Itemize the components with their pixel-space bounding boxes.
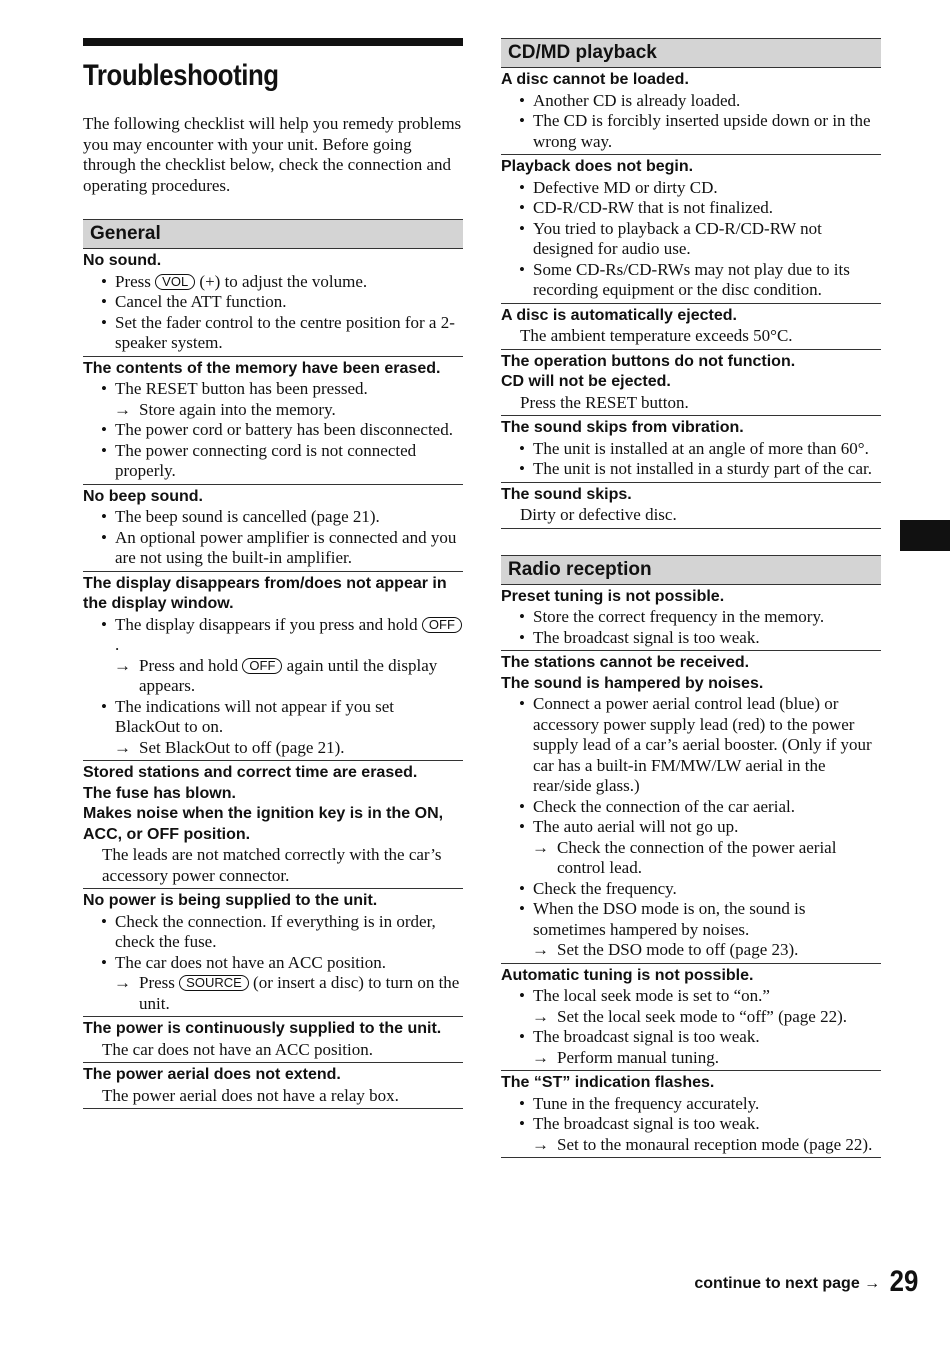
- problem-title: CD will not be ejected.: [501, 373, 671, 390]
- page-number: 29: [889, 1265, 918, 1298]
- solution-item: • The broadcast signal is too weak.: [519, 628, 881, 649]
- problem-auto-tuning: [501, 964, 881, 1072]
- solution-item: • Defective MD or dirty CD.: [519, 178, 881, 199]
- solution-item: • CD-R/CD-RW that is not finalized.: [519, 198, 881, 219]
- problem-sound-skips: [501, 483, 881, 529]
- section-heading-general: General: [83, 219, 463, 249]
- intro-paragraph: The following checklist will help you remedy problems you may encounter with your unit. Before going through the checklist below, check the connection and operating procedures.: [83, 114, 462, 195]
- solution-item: • The power cord or battery has been disconnected.: [101, 420, 463, 441]
- vol-key-label: VOL: [155, 274, 195, 290]
- problem-st-flashes: [501, 1071, 881, 1158]
- solution-item: • The broadcast signal is too weak.: [519, 1114, 881, 1135]
- solution-text: The car does not have an ACC position.: [102, 1039, 374, 1059]
- solution-item: • The indications will not appear if you set BlackOut to on.: [101, 697, 463, 738]
- problem-title: No power is being supplied to the unit.: [83, 892, 378, 909]
- problem-disc-ejected: [501, 304, 881, 350]
- problem-stations-erased: [83, 761, 463, 889]
- problem-playback: [501, 155, 881, 304]
- solution-text: The ambient temperature exceeds 50°C.: [520, 326, 793, 345]
- solution-item: • Cancel the ATT function.: [101, 292, 463, 313]
- problem-aerial: [83, 1063, 463, 1109]
- solution-item: • The unit is not installed in a sturdy part of the car.: [519, 459, 881, 480]
- solution-item: • Another CD is already loaded.: [519, 91, 881, 112]
- solution-text: Press the RESET button.: [520, 392, 689, 412]
- action-item: → Check the connection of the power aerial control lead.: [519, 838, 881, 879]
- problem-title: The sound skips from vibration.: [501, 419, 744, 436]
- problem-title: The operation buttons do not function.: [501, 352, 796, 370]
- right-column: [501, 38, 881, 1158]
- solution-item: • An optional power amplifier is connected and you are not using the built-in amplifier.: [101, 528, 463, 569]
- problem-no-beep: [83, 485, 463, 572]
- solution-item: • The car does not have an ACC position.: [101, 953, 463, 974]
- problem-title: A disc cannot be loaded.: [501, 71, 689, 88]
- solution-item: • Tune in the frequency accurately.: [519, 1094, 881, 1115]
- action-item: → Set the DSO mode to off (page 23).: [519, 940, 881, 961]
- action-item: → Press and hold OFF again until the display appears.: [101, 656, 463, 697]
- problem-skips-vibration: [501, 416, 881, 483]
- problem-title: Preset tuning is not possible.: [501, 587, 725, 605]
- solution-item: • You tried to playback a CD-R/CD-RW not designed for audio use.: [519, 219, 881, 260]
- solution-item: • The CD is forcibly inserted upside down or in the wrong way.: [519, 111, 881, 152]
- solution-text: The leads are not matched correctly with the car’s accessory power connector.: [102, 845, 442, 885]
- solution-text: Dirty or defective disc.: [520, 505, 677, 524]
- solution-item: • Check the connection of the car aerial.: [519, 797, 881, 818]
- arrow-right-icon: →: [864, 1275, 881, 1292]
- action-item: → Store again into the memory.: [101, 400, 463, 421]
- off-key-label: OFF: [242, 658, 282, 674]
- title-rule: [83, 38, 463, 46]
- problem-title: No sound.: [83, 252, 162, 269]
- problem-title: The sound is hampered by noises.: [501, 674, 764, 692]
- problem-title: The fuse has blown.: [83, 784, 236, 802]
- solution-item: • The beep sound is cancelled (page 21).: [101, 507, 463, 528]
- problem-title: A disc is automatically ejected.: [501, 306, 737, 324]
- action-item: → Set to the monaural reception mode (page 22).: [519, 1135, 881, 1156]
- problem-no-power: [83, 889, 463, 1017]
- problem-buttons: [501, 350, 881, 417]
- solution-item: • The display disappears if you press and hold OFF.: [101, 615, 463, 656]
- solution-item: • The power connecting cord is not connected properly.: [101, 441, 463, 482]
- solution-text: The power aerial does not have a relay box.: [102, 1085, 399, 1105]
- solution-item: • Set the fader control to the centre position for a 2-speaker system.: [101, 313, 463, 354]
- problem-title: Automatic tuning is not possible.: [501, 966, 754, 984]
- action-item: → Press SOURCE (or insert a disc) to turn on the unit.: [101, 973, 463, 1014]
- problem-power-continuous: [83, 1017, 463, 1063]
- problem-memory-erased: [83, 357, 463, 485]
- solution-item: • The local seek mode is set to “on.”: [519, 986, 881, 1007]
- problem-title: No beep sound.: [83, 487, 203, 505]
- solution-item: • The auto aerial will not go up.: [519, 817, 881, 838]
- problem-disc-not-loaded: [501, 68, 881, 155]
- solution-item: • Press VOL (+) to adjust the volume.: [101, 272, 463, 293]
- problem-display-disappears: [83, 572, 463, 762]
- problem-title: The power aerial does not extend.: [83, 1066, 341, 1083]
- chapter-tab-marker: [900, 520, 950, 551]
- action-item: → Perform manual tuning.: [519, 1048, 881, 1069]
- problem-title: Playback does not begin.: [501, 158, 694, 175]
- page-title: Troubleshooting: [83, 59, 279, 92]
- left-column: [83, 38, 463, 1109]
- problem-preset-tuning: [501, 585, 881, 652]
- problem-no-sound: [83, 249, 463, 357]
- problem-reception: [501, 651, 881, 964]
- solution-item: • When the DSO mode is on, the sound is sometimes hampered by noises.: [519, 899, 881, 940]
- section-heading-radio: Radio reception: [501, 555, 881, 585]
- solution-item: • Check the frequency.: [519, 879, 881, 900]
- page-footer: [501, 1265, 918, 1299]
- continue-label: continue to next page: [694, 1275, 860, 1292]
- action-item: → Set the local seek mode to “off” (page 22).: [519, 1007, 881, 1028]
- solution-item: • Some CD-Rs/CD-RWs may not play due to its recording equipment or the disc condition.: [519, 260, 881, 301]
- off-key-label: OFF: [422, 617, 462, 633]
- solution-item: • Check the connection. If everything is in order, check the fuse.: [101, 912, 463, 953]
- problem-title: The “ST” indication flashes.: [501, 1074, 715, 1091]
- solution-item: • Store the correct frequency in the memory.: [519, 607, 881, 628]
- problem-title: Stored stations and correct time are erased.: [83, 764, 418, 781]
- problem-title: The contents of the memory have been erased.: [83, 359, 441, 377]
- problem-title: The sound skips.: [501, 485, 632, 503]
- solution-item: • The unit is installed at an angle of more than 60°.: [519, 439, 881, 460]
- problem-title: The power is continuously supplied to the unit.: [83, 1020, 442, 1037]
- solution-item: • The broadcast signal is too weak.: [519, 1027, 881, 1048]
- section-heading-cdmd: CD/MD playback: [501, 38, 881, 68]
- action-item: → Set BlackOut to off (page 21).: [101, 738, 463, 759]
- problem-title: Makes noise when the ignition key is in the ON, ACC, or OFF position.: [83, 805, 444, 843]
- solution-item: • Connect a power aerial control lead (blue) or accessory power supply lead (red) to the power supply lead of a car’s aerial booster. (Only if your car has a built-in FM/MW/LW aerial in the rear/side glass.): [519, 694, 881, 797]
- source-key-label: SOURCE: [179, 975, 249, 991]
- problem-title: The stations cannot be received.: [501, 654, 750, 671]
- solution-item: • The RESET button has been pressed.: [101, 379, 463, 400]
- problem-title: The display disappears from/does not appear in the display window.: [83, 574, 447, 612]
